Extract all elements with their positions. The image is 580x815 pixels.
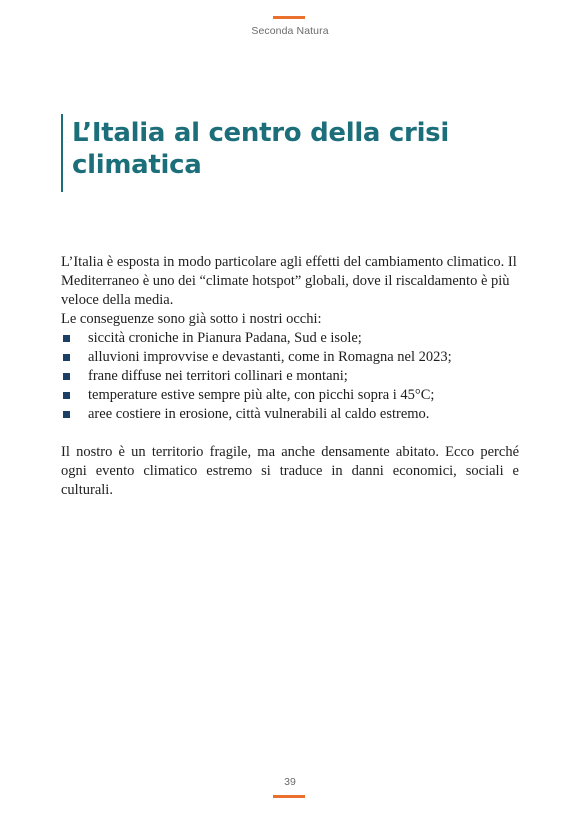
running-header: Seconda Natura (251, 25, 329, 37)
footer-accent-rule (273, 795, 305, 798)
lead-in-paragraph: Le conseguenze sono già sotto i nostri occhi: (61, 311, 322, 327)
list-item-text: temperature estive sempre più alte, con picchi sopra i 45°C; (88, 387, 435, 403)
list-item (61, 367, 519, 386)
square-bullet-icon (63, 335, 70, 342)
title-accent-bar (61, 114, 63, 192)
consequences-list (61, 329, 519, 424)
list-item (61, 348, 519, 367)
square-bullet-icon (63, 373, 70, 380)
list-item (61, 405, 519, 424)
chapter-title: L’Italia al centro della crisi climatica (72, 118, 449, 180)
header-accent-rule (273, 16, 305, 19)
square-bullet-icon (63, 354, 70, 361)
list-item-text: frane diffuse nei territori collinari e montani; (88, 368, 348, 384)
square-bullet-icon (63, 411, 70, 418)
closing-paragraph: Il nostro è un territorio fragile, ma anche densamente abitato. Ecco perché ogni evento climatico estremo si traduce in danni economici, sociali e culturali. (61, 444, 519, 498)
list-item-text: siccità croniche in Pianura Padana, Sud e isole; (88, 330, 362, 346)
list-item-text: aree costiere in erosione, città vulnerabili al caldo estremo. (88, 406, 430, 422)
page-number: 39 (284, 776, 296, 788)
list-item-text: alluvioni improvvise e devastanti, come in Romagna nel 2023; (88, 349, 452, 365)
list-item (61, 329, 519, 348)
intro-paragraph: L’Italia è esposta in modo particolare agli effetti del cambiamento climatico. Il Mediterraneo è uno dei “climate hotspot” globali, dove il riscaldamento è più veloce della media. (61, 254, 517, 308)
list-item (61, 386, 519, 405)
body-text (61, 253, 519, 500)
square-bullet-icon (63, 392, 70, 399)
